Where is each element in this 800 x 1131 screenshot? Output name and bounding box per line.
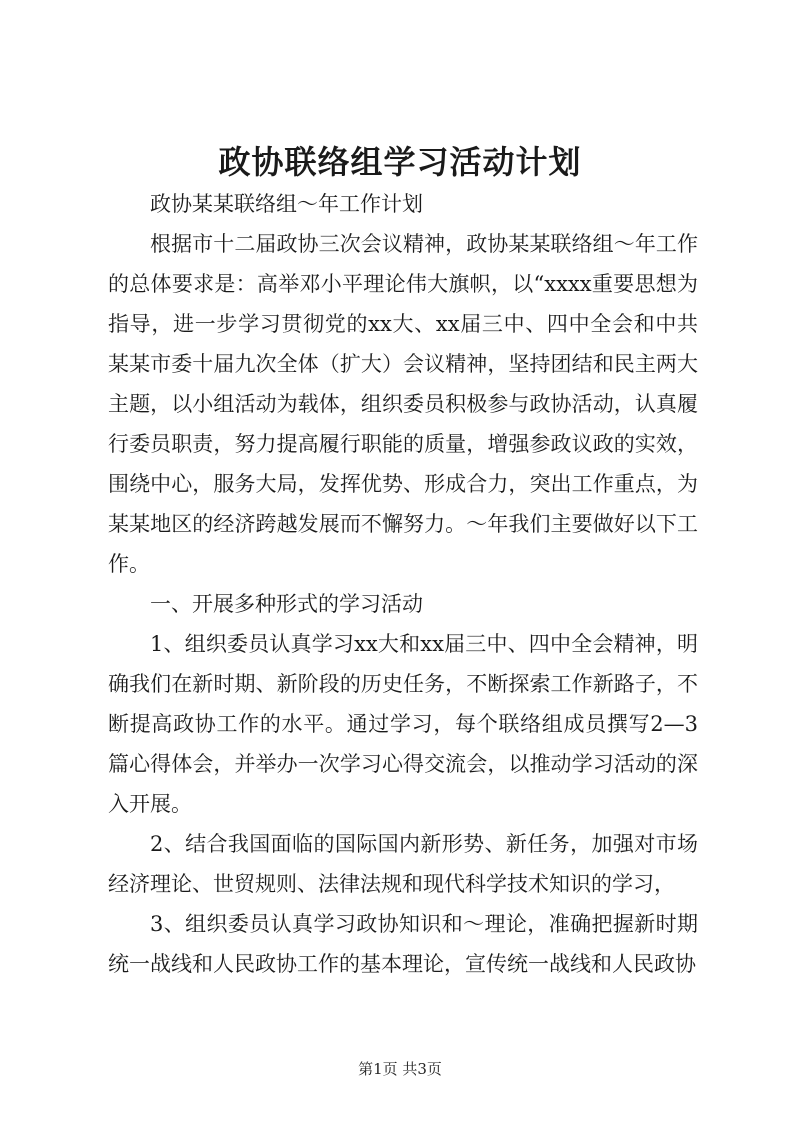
paragraph-subtitle: 政协某某联络组～年工作计划 <box>150 192 423 216</box>
document-title: 政协联络组学习活动计划 <box>218 143 582 181</box>
paragraph-item-3: 3、组织委员认真学习政协知识和～理论，准确把握新时期统一战线和人民政协工作的基本理论，宣传统一战线和人民政协 <box>108 912 698 976</box>
paragraph-item-2: 2、结合我国面临的国际国内新形势、新任务，加强对市场经济理论、世贸规则、法律法规和现代科学技术知识的学习， <box>108 832 698 896</box>
document-body <box>108 184 698 984</box>
section-heading: 一、开展多种形式的学习活动 <box>150 592 423 616</box>
paragraph-item-1: 1、组织委员认真学习xx大和xx届三中、四中全会精神，明确我们在新时期、新阶段的历史任务，不断探索工作新路子，不断提高政协工作的水平。通过学习，每个联络组成员撰写2—3篇心得体会，并举办一次学习心得交流会，以推动学习活动的深入开展。 <box>108 632 698 816</box>
paragraph-intro: 根据市十二届政协三次会议精神，政协某某联络组～年工作的总体要求是：高举邓小平理论伟大旗帜，以“xxxx重要思想为指导，进一步学习贯彻党的xx大、xx届三中、四中全会和中共某某市委十届九次全体（扩大）会议精神，坚持团结和民主两大主题，以小组活动为载体，组织委员积极参与政协活动，认真履行委员职责，努力提高履行职能的质量，增强参政议政的实效，围绕中心，服务大局，发挥优势、形成合力，突出工作重点，为某某地区的经济跨越发展而不懈努力。～年我们主要做好以下工作。 <box>108 232 698 576</box>
page-number-footer: 第1页 共3页 <box>358 1060 442 1078</box>
